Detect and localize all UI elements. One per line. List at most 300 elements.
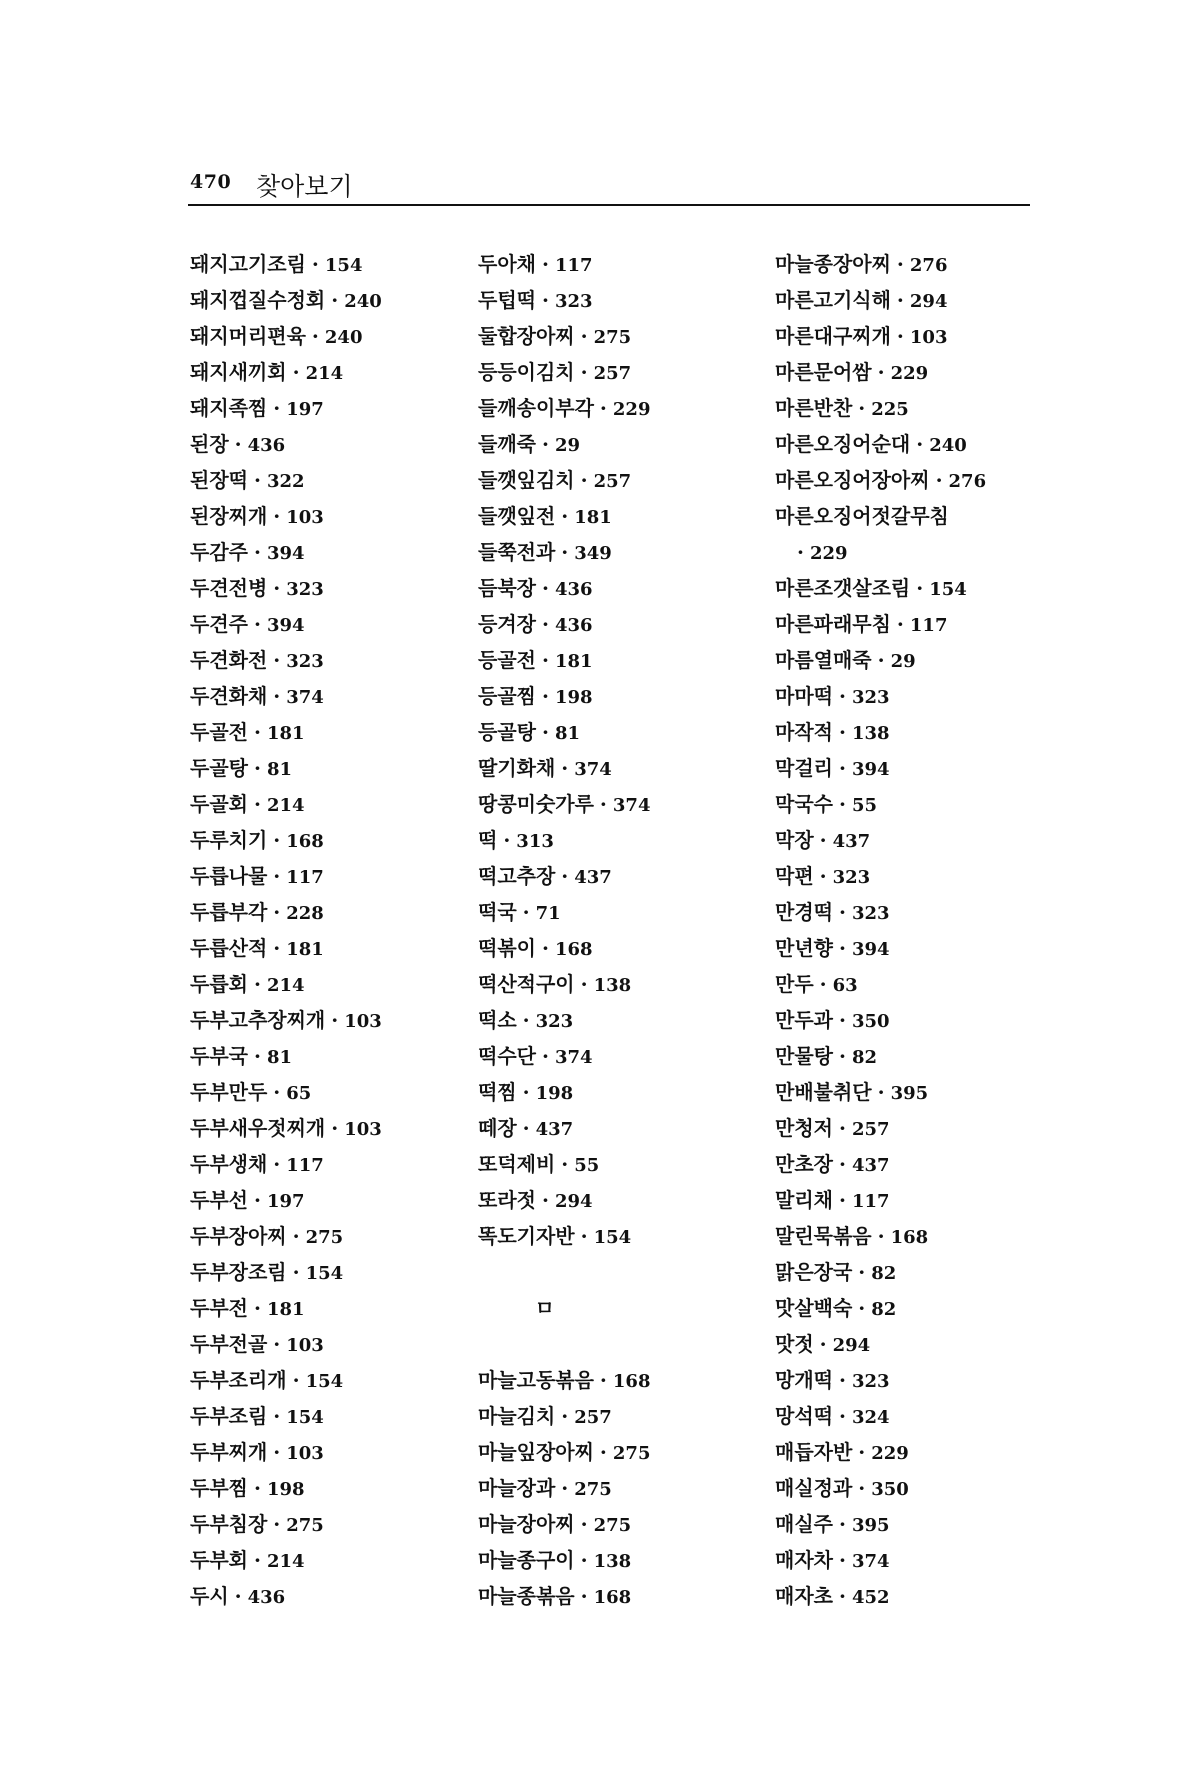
bullet-separator: ·: [541, 936, 549, 960]
entry-name: 떼장: [478, 1116, 517, 1140]
entry-name: 매자차: [775, 1548, 833, 1572]
entry-page: 181: [266, 723, 305, 744]
entry-name: 마늘김치: [478, 1404, 556, 1428]
entry-page: 214: [266, 975, 305, 996]
entry-name: 마늘종볶음: [478, 1584, 575, 1608]
index-entry: [775, 1146, 1065, 1182]
bullet-separator: ·: [541, 432, 549, 456]
entry-page: 198: [535, 1083, 574, 1104]
entry-name: 떡국: [478, 900, 517, 924]
entry-page: 275: [574, 1479, 612, 1500]
index-entry: [775, 1254, 1065, 1290]
index-entry: [775, 606, 1065, 642]
bullet-separator: ·: [331, 1008, 339, 1032]
bullet-separator: ·: [273, 828, 281, 852]
entry-name: 딸기화채: [478, 756, 556, 780]
index-entry: [190, 966, 480, 1002]
index-entry: [775, 426, 1065, 462]
bullet-separator: ·: [541, 288, 549, 312]
entry-page: 82: [871, 1299, 897, 1320]
bullet-separator: ·: [292, 1260, 300, 1284]
entry-page: 324: [851, 1407, 890, 1428]
index-entry: [478, 1578, 768, 1614]
entry-name: 떡소: [478, 1008, 517, 1032]
entry-page: 181: [574, 507, 612, 528]
entry-page: 168: [612, 1371, 651, 1392]
bullet-separator: ·: [273, 684, 281, 708]
entry-page: 138: [593, 1551, 632, 1572]
index-entry: [190, 426, 480, 462]
entry-name: 돼지껍질수정회: [190, 288, 326, 312]
index-entry: [190, 570, 480, 606]
entry-page: 65: [286, 1083, 312, 1104]
entry-page: 154: [593, 1227, 632, 1248]
entry-name: 말리채: [775, 1188, 833, 1212]
entry-name: 돼지고기조림: [190, 252, 306, 276]
bullet-separator: ·: [896, 324, 904, 348]
entry-page: 168: [890, 1227, 929, 1248]
entry-page: 168: [593, 1587, 632, 1608]
index-entry: [478, 1110, 768, 1146]
entry-name: 마작적: [775, 720, 833, 744]
index-entry: [775, 1470, 1065, 1506]
entry-page: 214: [305, 363, 344, 384]
index-column-2: [478, 246, 768, 1614]
index-entry: [775, 282, 1065, 318]
bullet-separator: ·: [838, 1008, 846, 1032]
index-entry: [478, 750, 768, 786]
entry-name: 말린묵볶음: [775, 1224, 872, 1248]
page-number: 470: [190, 171, 232, 193]
entry-page: 154: [929, 579, 967, 600]
index-entry: [775, 1398, 1065, 1434]
bullet-separator: ·: [838, 720, 846, 744]
entry-page: 117: [554, 255, 593, 276]
entry-page: 117: [851, 1191, 890, 1212]
entry-page: 322: [266, 471, 305, 492]
bullet-separator: ·: [580, 360, 588, 384]
index-entry: [775, 1110, 1065, 1146]
entry-name: 만경떡: [775, 900, 833, 924]
entry-name: 마늘장아찌: [478, 1512, 575, 1536]
bullet-separator: ·: [599, 1368, 607, 1392]
index-entry: [478, 642, 768, 678]
entry-page: 154: [324, 255, 363, 276]
bullet-separator: ·: [253, 1044, 261, 1068]
index-entry: [478, 462, 768, 498]
bullet-separator: ·: [858, 1296, 866, 1320]
bullet-separator: ·: [819, 1332, 827, 1356]
entry-name: 두텁떡: [478, 288, 536, 312]
entry-name: 맛젓: [775, 1332, 814, 1356]
entry-page: 395: [890, 1083, 929, 1104]
entry-name: 떡: [478, 828, 498, 852]
index-entry: [478, 1182, 768, 1218]
index-entry: [190, 1398, 480, 1434]
entry-page: 181: [286, 939, 324, 960]
index-entry: [775, 894, 1065, 930]
index-entry: [775, 1542, 1065, 1578]
entry-name: 들깨송이부각: [478, 396, 594, 420]
entry-name: 마름열매죽: [775, 648, 872, 672]
entry-page: 395: [851, 1515, 890, 1536]
entry-name: 들깻잎김치: [478, 468, 575, 492]
entry-name: 두아채: [478, 252, 536, 276]
entry-page: 374: [574, 759, 612, 780]
bullet-separator: ·: [838, 1368, 846, 1392]
index-entry: [190, 642, 480, 678]
index-entry: [190, 1470, 480, 1506]
bullet-separator: ·: [838, 684, 846, 708]
bullet-separator: ·: [522, 1080, 530, 1104]
entry-name: 막걸리: [775, 756, 833, 780]
entry-page: 214: [266, 795, 305, 816]
entry-name: 또라젓: [478, 1188, 536, 1212]
entry-page: 294: [832, 1335, 871, 1356]
entry-name: 두견화채: [190, 684, 268, 708]
index-entry: [478, 1074, 768, 1110]
entry-name: 만청저: [775, 1116, 833, 1140]
bullet-separator: ·: [234, 432, 242, 456]
index-entry: [190, 714, 480, 750]
entry-page: 240: [929, 435, 967, 456]
entry-name: 떡볶이: [478, 936, 536, 960]
entry-name: 두부장아찌: [190, 1224, 287, 1248]
bullet-separator: ·: [253, 468, 261, 492]
entry-page: 240: [344, 291, 382, 312]
bullet-separator: ·: [819, 828, 827, 852]
entry-page: 276: [909, 255, 948, 276]
bullet-separator: ·: [561, 1404, 569, 1428]
entry-name: 두견화전: [190, 648, 268, 672]
entry-page: 29: [890, 651, 916, 672]
entry-name: 매실주: [775, 1512, 833, 1536]
index-entry: [478, 426, 768, 462]
entry-name: 마늘고동볶음: [478, 1368, 594, 1392]
bullet-separator: ·: [580, 1224, 588, 1248]
index-entry: [190, 678, 480, 714]
entry-name: 맑은장국: [775, 1260, 853, 1284]
bullet-separator: ·: [273, 1152, 281, 1176]
index-entry: [478, 1218, 768, 1254]
entry-page: 81: [266, 1047, 292, 1068]
header-rule: [188, 204, 1030, 206]
entry-page: 103: [286, 1335, 324, 1356]
entry-page: 437: [535, 1119, 574, 1140]
entry-name: 등골찜: [478, 684, 536, 708]
index-entry: [775, 1218, 1065, 1254]
index-entry: [190, 894, 480, 930]
bullet-separator: ·: [273, 396, 281, 420]
entry-page: 275: [593, 1515, 632, 1536]
bullet-separator: ·: [292, 360, 300, 384]
index-entry: [478, 858, 768, 894]
entry-name: 만물탕: [775, 1044, 833, 1068]
entry-page: 436: [247, 1587, 286, 1608]
bullet-separator: ·: [838, 1188, 846, 1212]
bullet-separator: ·: [541, 576, 549, 600]
bullet-separator: ·: [561, 864, 569, 888]
bullet-separator: ·: [273, 936, 281, 960]
entry-name: 두골탕: [190, 756, 248, 780]
index-entry: [478, 354, 768, 390]
entry-name: 두견전병: [190, 576, 268, 600]
bullet-separator: ·: [253, 972, 261, 996]
entry-page: 181: [554, 651, 593, 672]
entry-page: 436: [554, 615, 593, 636]
index-entry: [478, 1506, 768, 1542]
entry-name: 막장: [775, 828, 814, 852]
bullet-separator: ·: [877, 1224, 885, 1248]
index-entry: [775, 354, 1065, 390]
entry-page: 181: [266, 1299, 305, 1320]
bullet-separator: ·: [331, 1116, 339, 1140]
entry-page: 138: [593, 975, 632, 996]
bullet-separator: ·: [541, 612, 549, 636]
entry-page: 323: [851, 687, 890, 708]
entry-name: 두감주: [190, 540, 248, 564]
index-entry: [478, 678, 768, 714]
bullet-separator: ·: [311, 252, 319, 276]
index-entry: [775, 498, 1065, 534]
index-entry: [190, 1038, 480, 1074]
entry-page: 394: [851, 939, 890, 960]
entry-page: 55: [851, 795, 877, 816]
bullet-separator: ·: [253, 540, 261, 564]
entry-page: 294: [554, 1191, 593, 1212]
entry-name: 두부고추장찌개: [190, 1008, 326, 1032]
entry-page: 103: [909, 327, 948, 348]
entry-page: 257: [593, 363, 632, 384]
entry-page: 323: [286, 651, 324, 672]
entry-name: 막국수: [775, 792, 833, 816]
index-entry: [478, 498, 768, 534]
bullet-separator: ·: [292, 1368, 300, 1392]
index-entry: [190, 246, 480, 282]
entry-name: 땅콩미숫가루: [478, 792, 594, 816]
bullet-separator: ·: [797, 540, 804, 564]
entry-name: 매자초: [775, 1584, 833, 1608]
entry-name: 두부선: [190, 1188, 248, 1212]
entry-page: 63: [832, 975, 858, 996]
index-entry: [478, 1542, 768, 1578]
bullet-separator: ·: [273, 1440, 281, 1464]
bullet-separator: ·: [561, 504, 569, 528]
index-entry: [775, 930, 1065, 966]
bullet-separator: ·: [580, 1512, 588, 1536]
bullet-separator: ·: [273, 1332, 281, 1356]
entry-page: 197: [266, 1191, 305, 1212]
entry-page: 323: [554, 291, 593, 312]
index-entry: [478, 930, 768, 966]
bullet-separator: ·: [522, 1008, 530, 1032]
entry-name: 떡고추장: [478, 864, 556, 888]
spacer: [478, 1326, 768, 1362]
index-entry: [478, 282, 768, 318]
bullet-separator: ·: [580, 972, 588, 996]
entry-name: 마른조갯살조림: [775, 576, 911, 600]
bullet-separator: ·: [273, 1404, 281, 1428]
entry-page: 374: [554, 1047, 593, 1068]
bullet-separator: ·: [273, 576, 281, 600]
bullet-separator: ·: [253, 756, 261, 780]
bullet-separator: ·: [561, 540, 569, 564]
entry-name: 들깻잎전: [478, 504, 556, 528]
entry-page: 374: [286, 687, 324, 708]
entry-name: 마른고기식해: [775, 288, 891, 312]
index-entry: [478, 786, 768, 822]
entry-name: 두부조리개: [190, 1368, 287, 1392]
entry-page: 117: [286, 867, 324, 888]
bullet-separator: ·: [838, 1044, 846, 1068]
index-entry: [190, 1326, 480, 1362]
entry-name: 들쭉전과: [478, 540, 556, 564]
bullet-separator: ·: [253, 720, 261, 744]
entry-name: 두부침장: [190, 1512, 268, 1536]
index-entry: [190, 1146, 480, 1182]
index-entry: [478, 714, 768, 750]
entry-page: 323: [851, 903, 890, 924]
entry-name: 등골전: [478, 648, 536, 672]
index-entry: [775, 1434, 1065, 1470]
index-entry: [775, 750, 1065, 786]
entry-page: 257: [593, 471, 632, 492]
bullet-separator: ·: [838, 1116, 846, 1140]
index-entry: [775, 1038, 1065, 1074]
entry-name: 똑도기자반: [478, 1224, 575, 1248]
index-entry: [775, 1506, 1065, 1542]
index-entry: [190, 822, 480, 858]
index-entry: [190, 858, 480, 894]
entry-page: 82: [851, 1047, 877, 1068]
index-entry: [478, 966, 768, 1002]
section-title: 찾아보기: [256, 172, 353, 201]
entry-name: 망석떡: [775, 1404, 833, 1428]
entry-name: 두부찌개: [190, 1440, 268, 1464]
entry-name: 마마떡: [775, 684, 833, 708]
entry-name: 된장떡: [190, 468, 248, 492]
entry-name: 또덕제비: [478, 1152, 556, 1176]
bullet-separator: ·: [273, 504, 281, 528]
entry-name: 듬북장: [478, 576, 536, 600]
index-entry: [190, 318, 480, 354]
index-entry: [190, 1002, 480, 1038]
index-entry: [190, 1362, 480, 1398]
entry-name: 두릅회: [190, 972, 248, 996]
entry-page: 350: [851, 1011, 890, 1032]
bullet-separator: ·: [838, 1584, 846, 1608]
index-entry: [478, 1002, 768, 1038]
entry-page: 350: [871, 1479, 909, 1500]
entry-name: 만년향: [775, 936, 833, 960]
entry-page: 71: [535, 903, 561, 924]
bullet-separator: ·: [273, 1512, 281, 1536]
index-entry: [775, 678, 1065, 714]
index-entry: [478, 606, 768, 642]
entry-name: 떡수단: [478, 1044, 536, 1068]
entry-page: 275: [612, 1443, 651, 1464]
bullet-separator: ·: [253, 1476, 261, 1500]
entry-name: 만두: [775, 972, 814, 996]
entry-page: 437: [832, 831, 871, 852]
index-entry: [775, 1074, 1065, 1110]
entry-name: 두루치기: [190, 828, 268, 852]
bullet-separator: ·: [580, 1548, 588, 1572]
bullet-separator: ·: [541, 720, 549, 744]
entry-name: 두부장조림: [190, 1260, 287, 1284]
index-entry: [775, 1182, 1065, 1218]
entry-page: 436: [554, 579, 593, 600]
entry-page: 229: [612, 399, 651, 420]
entry-name: 마른대구찌개: [775, 324, 891, 348]
bullet-separator: ·: [541, 1188, 549, 1212]
entry-page: 138: [851, 723, 890, 744]
entry-page: 452: [851, 1587, 890, 1608]
entry-name: 떡찜: [478, 1080, 517, 1104]
entry-page: 275: [593, 327, 632, 348]
index-entry: [190, 282, 480, 318]
index-entry: [478, 1038, 768, 1074]
bullet-separator: ·: [838, 792, 846, 816]
index-entry: [190, 1182, 480, 1218]
entry-name: 맛살백숙: [775, 1296, 853, 1320]
bullet-separator: ·: [877, 1080, 885, 1104]
entry-name: 떡산적구이: [478, 972, 575, 996]
bullet-separator: ·: [292, 1224, 300, 1248]
bullet-separator: ·: [599, 396, 607, 420]
index-entry: [190, 1218, 480, 1254]
index-entry: [775, 714, 1065, 750]
entry-name: 두부전골: [190, 1332, 268, 1356]
entry-name: 돼지머리편육: [190, 324, 306, 348]
entry-name: 두골전: [190, 720, 248, 744]
index-entry: [190, 1074, 480, 1110]
index-entry: [775, 1326, 1065, 1362]
index-entry: [190, 390, 480, 426]
entry-name: 두부전: [190, 1296, 248, 1320]
bullet-separator: ·: [580, 468, 588, 492]
index-entry-continuation: [775, 534, 1065, 570]
entry-page: 29: [554, 435, 580, 456]
bullet-separator: ·: [819, 864, 827, 888]
entry-page: 323: [851, 1371, 890, 1392]
entry-name: 두부만두: [190, 1080, 268, 1104]
bullet-separator: ·: [838, 936, 846, 960]
entry-name: 돼지족찜: [190, 396, 268, 420]
entry-name: 마늘잎장아찌: [478, 1440, 594, 1464]
entry-name: 두부생채: [190, 1152, 268, 1176]
index-entry: [775, 1290, 1065, 1326]
bullet-separator: ·: [819, 972, 827, 996]
index-entry: [775, 858, 1065, 894]
index-entry: [478, 1470, 768, 1506]
bullet-separator: ·: [273, 648, 281, 672]
index-entry: [775, 318, 1065, 354]
bullet-separator: ·: [858, 1476, 866, 1500]
index-entry: [190, 1110, 480, 1146]
entry-page: 154: [286, 1407, 324, 1428]
entry-name: 둘합장아찌: [478, 324, 575, 348]
index-entry: [775, 642, 1065, 678]
entry-name: 마른오징어장아찌: [775, 468, 930, 492]
index-entry: [190, 786, 480, 822]
entry-name: 두부찜: [190, 1476, 248, 1500]
index-entry: [190, 1506, 480, 1542]
entry-page: 228: [286, 903, 324, 924]
entry-page: 197: [286, 399, 324, 420]
index-entry: [190, 498, 480, 534]
bullet-separator: ·: [253, 612, 261, 636]
